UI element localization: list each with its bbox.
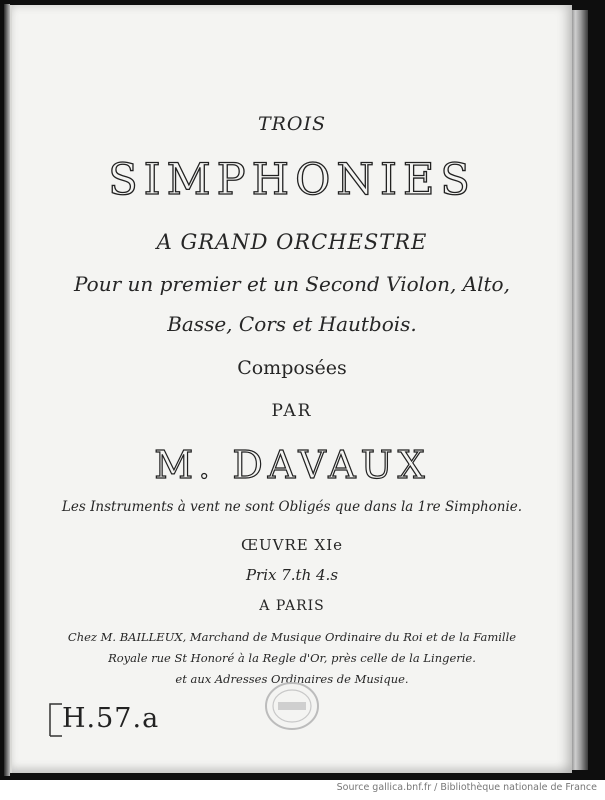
title-orchestre: A GRAND ORCHESTRE <box>156 230 428 254</box>
composees-label: Composées <box>237 357 347 379</box>
library-stamp <box>264 680 320 732</box>
page-stack-edge-right <box>570 10 588 770</box>
price: Prix 7.th 4.s <box>245 566 339 584</box>
par-label: PAR <box>271 401 313 421</box>
city: A PARIS <box>259 598 325 614</box>
title-page <box>10 5 572 773</box>
instrumentation-line-2: Basse, Cors et Hautbois. <box>167 312 417 336</box>
title-trois: TROIS <box>257 113 327 135</box>
publisher-line-1: Chez M. BAILLEUX, Marchand de Musique Ordinaire du Roi et de la Famille <box>67 630 517 644</box>
instrumentation-line-1: Pour un premier et un Second Violon, Alto, <box>74 272 510 296</box>
shelfmark-label: H.57.a <box>62 703 160 734</box>
wind-instruments-note: Les Instruments à vent ne sont Obligés que dans la 1re Simphonie. <box>61 499 523 515</box>
opus-number: ŒUVRE XIe <box>240 536 344 554</box>
publisher-line-3: et aux Adresses Ordinaires de Musique. <box>175 672 409 686</box>
composer-name: M. DAVAUX <box>154 443 430 487</box>
shelfmark <box>42 700 160 740</box>
source-credit: Source gallica.bnf.fr / Bibliothèque nationale de France <box>336 782 597 793</box>
publisher-line-2: Royale rue St Honoré à la Regle d'Or, près celle de la Lingerie. <box>108 651 476 665</box>
title-simphonies: SIMPHONIES <box>108 155 476 205</box>
